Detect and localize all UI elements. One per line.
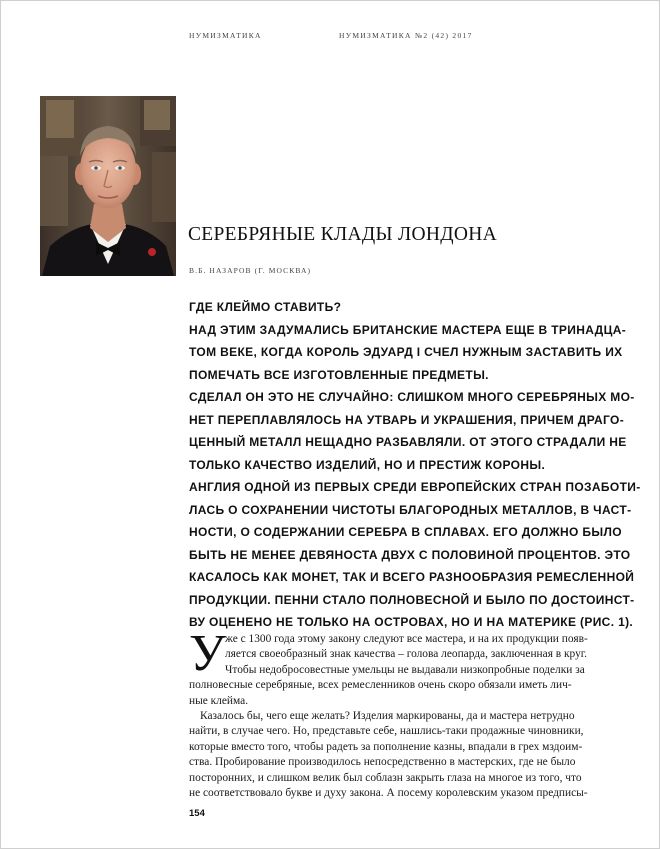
drop-cap: У bbox=[189, 625, 226, 682]
author-portrait-photo bbox=[40, 96, 176, 276]
lead-line: ГДЕ КЛЕЙМО СТАВИТЬ? bbox=[189, 300, 342, 314]
lead-line: ВУ ОЦЕНЕНО НЕ ТОЛЬКО НА ОСТРОВАХ, НО И НА МАТЕРИКЕ (РИС. 1). bbox=[189, 615, 634, 629]
lead-line: ПРОДУКЦИИ. ПЕННИ СТАЛО ПОЛНОВЕСНОЙ И БЫЛО ПО ДОСТОИНСТ- bbox=[189, 592, 635, 607]
body-line: полновесные серебряные, всех ремесленников очень скоро обязали иметь лич- bbox=[189, 679, 572, 692]
body-text bbox=[189, 625, 629, 801]
lead-line: ПОМЕЧАТЬ ВСЕ ИЗГОТОВЛЕННЫЕ ПРЕДМЕТЫ. bbox=[189, 367, 489, 382]
body-line: не соответствовало букве и духу закона. А посему королевским указом предписы- bbox=[189, 786, 588, 799]
lead-line: СДЕЛАЛ ОН ЭТО НЕ СЛУЧАЙНО: СЛИШКОМ МНОГО СЕРЕБРЯНЫХ МО- bbox=[189, 390, 635, 404]
body-line: Чтобы недобросовестные умельцы не выдавали низкопробные поделки за bbox=[225, 663, 585, 676]
lead-line: ТОМ ВЕКЕ, КОГДА КОРОЛЬ ЭДУАРД I СЧЕЛ НУЖНЫМ ЗАСТАВИТЬ ИХ bbox=[189, 345, 623, 359]
page-number: 154 bbox=[189, 808, 205, 819]
lead-line: НЕТ ПЕРЕПЛАВЛЯЛОСЬ НА УТВАРЬ И УКРАШЕНИЯ, ПРИЧЕМ ДРАГО- bbox=[189, 412, 625, 427]
lead-paragraph bbox=[189, 296, 641, 634]
lead-line: ЛАСЬ О СОХРАНЕНИИ ЧИСТОТЫ БЛАГОРОДНЫХ МЕТАЛЛОВ, В ЧАСТ- bbox=[189, 502, 632, 517]
body-line: посторонних, и слишком велик был соблазн закрыть глаза на многое из того, что bbox=[189, 771, 582, 784]
body-line: ства. Пробирование производилось непосредственно в мастерских, где не было bbox=[189, 756, 576, 769]
body-line: которые вместо того, чтобы радеть за пополнение казны, впадали в грех мздоим- bbox=[189, 740, 583, 753]
lead-line: ЦЕННЫЙ МЕТАЛЛ НЕЩАДНО РАЗБАВЛЯЛИ. ОТ ЭТОГО СТРАДАЛИ НЕ bbox=[189, 435, 627, 449]
article-title: СЕРЕБРЯНЫЕ КЛАДЫ ЛОНДОНА bbox=[188, 224, 498, 245]
lead-line: АНГЛИЯ ОДНОЙ ИЗ ПЕРВЫХ СРЕДИ ЕВРОПЕЙСКИХ СТРАН ПОЗАБОТИ- bbox=[189, 480, 641, 494]
lead-line: БЫТЬ НЕ МЕНЕЕ ДЕВЯНОСТА ДВУХ С ПОЛОВИНОЙ ПРОЦЕНТОВ. ЭТО bbox=[189, 547, 631, 562]
lead-line: НАД ЭТИМ ЗАДУМАЛИСЬ БРИТАНСКИЕ МАСТЕРА ЕЩЕ В ТРИНАДЦА- bbox=[189, 322, 627, 337]
lead-line: НОСТИ, О СОДЕРЖАНИИ СЕРЕБРА В СПЛАВАХ. ЕГО ДОЛЖНО БЫЛО bbox=[189, 525, 622, 539]
lead-line: КАСАЛОСЬ КАК МОНЕТ, ТАК И ВСЕГО РАЗНООБРАЗИЯ РЕМЕСЛЕННОЙ bbox=[189, 570, 635, 584]
body-line: найти, в случае чего. Но, представьте себе, нашлись-таки продажные чиновники, bbox=[189, 725, 584, 738]
body-line: Казалось бы, чего еще желать? Изделия маркированы, да и мастера нетрудно bbox=[200, 709, 575, 722]
running-head-issue: НУМИЗМАТИКА №2 (42) 2017 bbox=[339, 31, 473, 40]
body-line: ляется своеобразный знак качества – голова леопарда, заключенная в круг. bbox=[225, 648, 588, 661]
body-line: же с 1300 года этому закону следуют все мастера, и на их продукции появ- bbox=[225, 633, 588, 645]
lead-line: ТОЛЬКО КАЧЕСТВО ИЗДЕЛИЙ, НО И ПРЕСТИЖ КОРОНЫ. bbox=[189, 457, 546, 472]
body-line: ные клейма. bbox=[189, 694, 249, 707]
article-author: В.Б. НАЗАРОВ (Г. МОСКВА) bbox=[189, 266, 312, 275]
running-head-section: НУМИЗМАТИКА bbox=[189, 31, 262, 40]
portrait-illustration bbox=[40, 96, 176, 276]
